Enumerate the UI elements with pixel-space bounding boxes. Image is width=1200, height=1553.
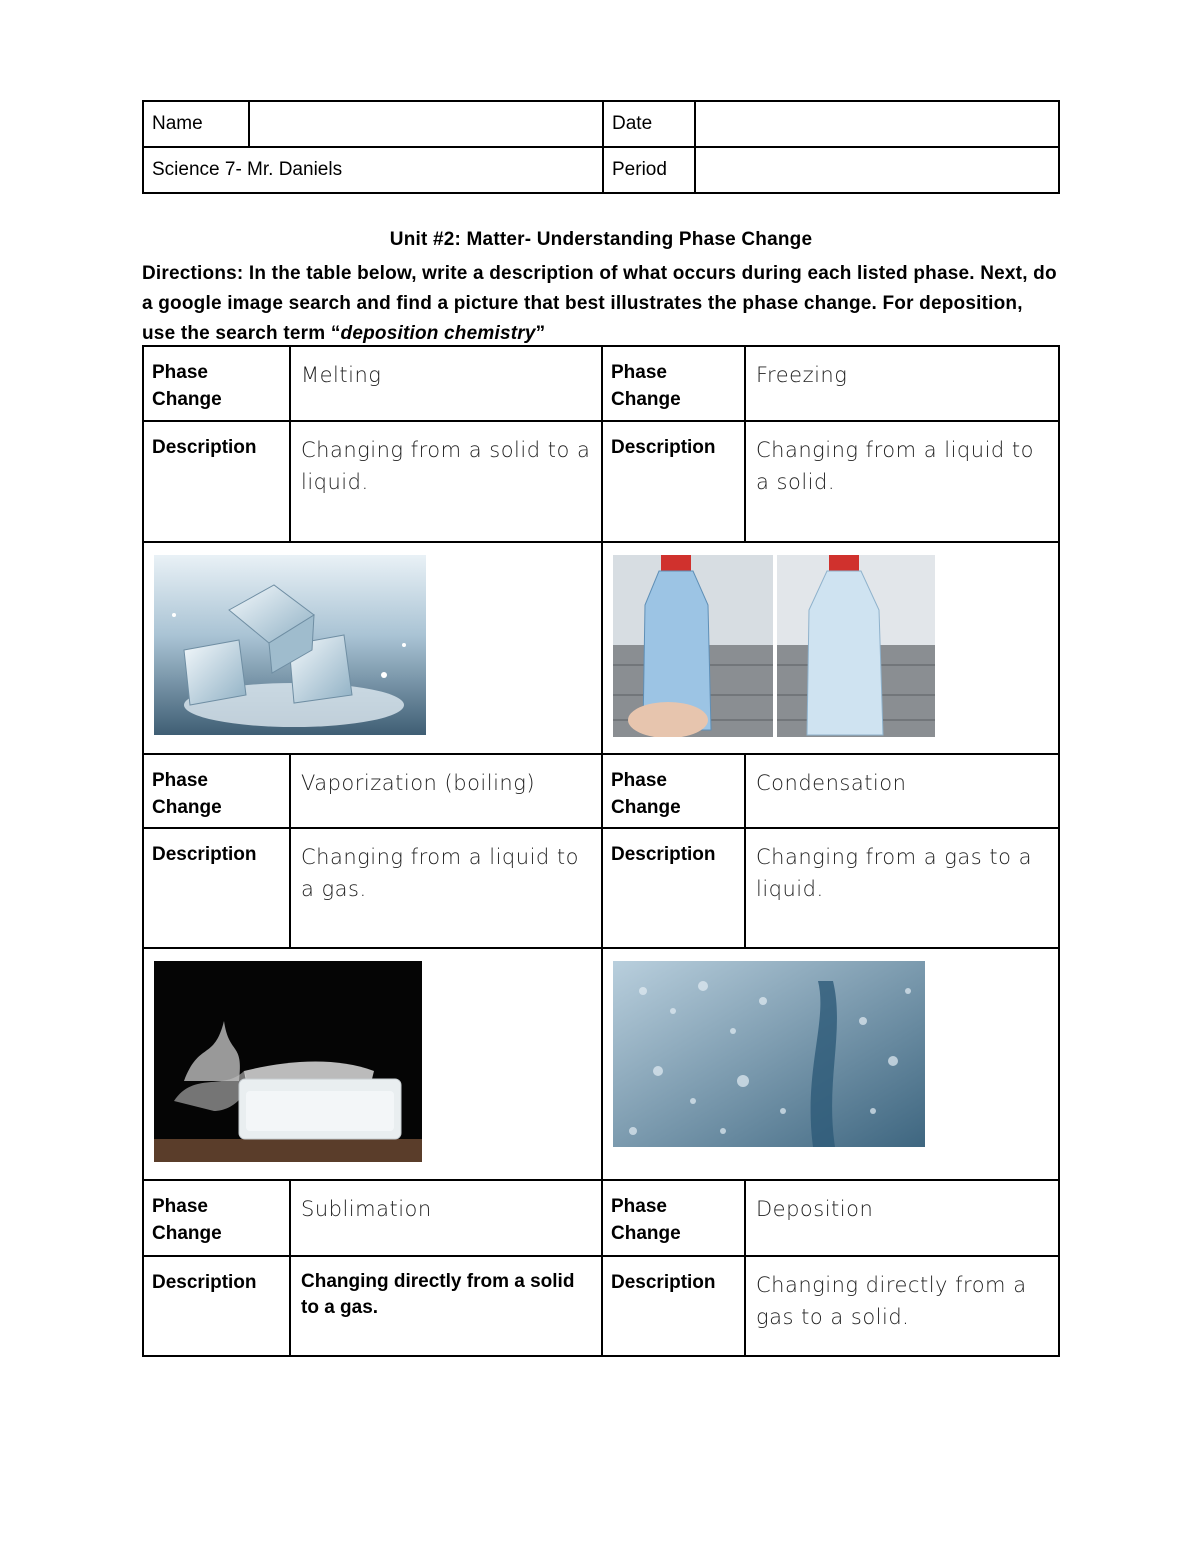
phase-change-label: Phase Change [143,754,290,828]
description-freezing[interactable]: Changing from a liquid to a solid. [745,421,1059,542]
phase-change-table [142,345,1060,1357]
image-cell-freezing [602,542,1059,754]
phase-change-label: Phase Change [602,1180,745,1256]
ice-cubes-melting-image [154,555,426,735]
phase-name-freezing[interactable]: Freezing [745,346,1059,421]
description-label: Description [602,828,745,948]
date-label: Date [603,101,695,147]
steaming-container-image [154,961,422,1162]
description-label: Description [602,421,745,542]
date-field[interactable] [695,101,1059,147]
open-quote: “ [330,323,341,344]
page-title: Unit #2: Matter- Understanding Phase Change [389,229,813,250]
image-cell-melting [143,542,602,754]
directions-text: Directions: In the table below, write a description of what occurs during each listed phase. Next, do a google image search and find a picture that best illustrates the phase change. For deposition, use the search term [142,263,1057,344]
name-field[interactable] [249,101,603,147]
search-term: deposition chemistry [340,323,536,344]
description-label: Description [143,421,290,542]
description-label: Description [143,1256,290,1356]
water-droplets-on-glass-image [613,961,925,1147]
class-label: Science 7- Mr. Daniels [143,147,603,193]
description-sublimation[interactable]: Changing directly from a solid to a gas. [290,1256,602,1356]
phase-change-label: Phase Change [602,754,745,828]
name-label: Name [143,101,249,147]
phase-name-melting[interactable]: Melting [290,346,602,421]
period-field[interactable] [695,147,1059,193]
description-melting[interactable]: Changing from a solid to a liquid. [290,421,602,542]
phase-name-deposition[interactable]: Deposition [745,1180,1059,1256]
description-label: Description [602,1256,745,1356]
phase-name-vaporization[interactable]: Vaporization (boiling) [290,754,602,828]
phase-name-sublimation[interactable]: Sublimation [290,1180,602,1256]
close-quote: ” [535,323,546,344]
phase-change-label: Phase Change [143,1180,290,1256]
directions [142,259,1060,349]
image-cell-vaporization [143,948,602,1180]
phase-name-condensation[interactable]: Condensation [745,754,1059,828]
description-deposition[interactable]: Changing directly from a gas to a solid. [745,1256,1059,1356]
description-condensation[interactable]: Changing from a gas to a liquid. [745,828,1059,948]
description-label: Description [143,828,290,948]
phase-change-label: Phase Change [602,346,745,421]
frozen-water-bottles-image [613,555,935,737]
phase-change-label: Phase Change [143,346,290,421]
image-cell-condensation [602,948,1059,1180]
period-label: Period [603,147,695,193]
student-info-table [142,100,1060,194]
description-vaporization[interactable]: Changing from a liquid to a gas. [290,828,602,948]
